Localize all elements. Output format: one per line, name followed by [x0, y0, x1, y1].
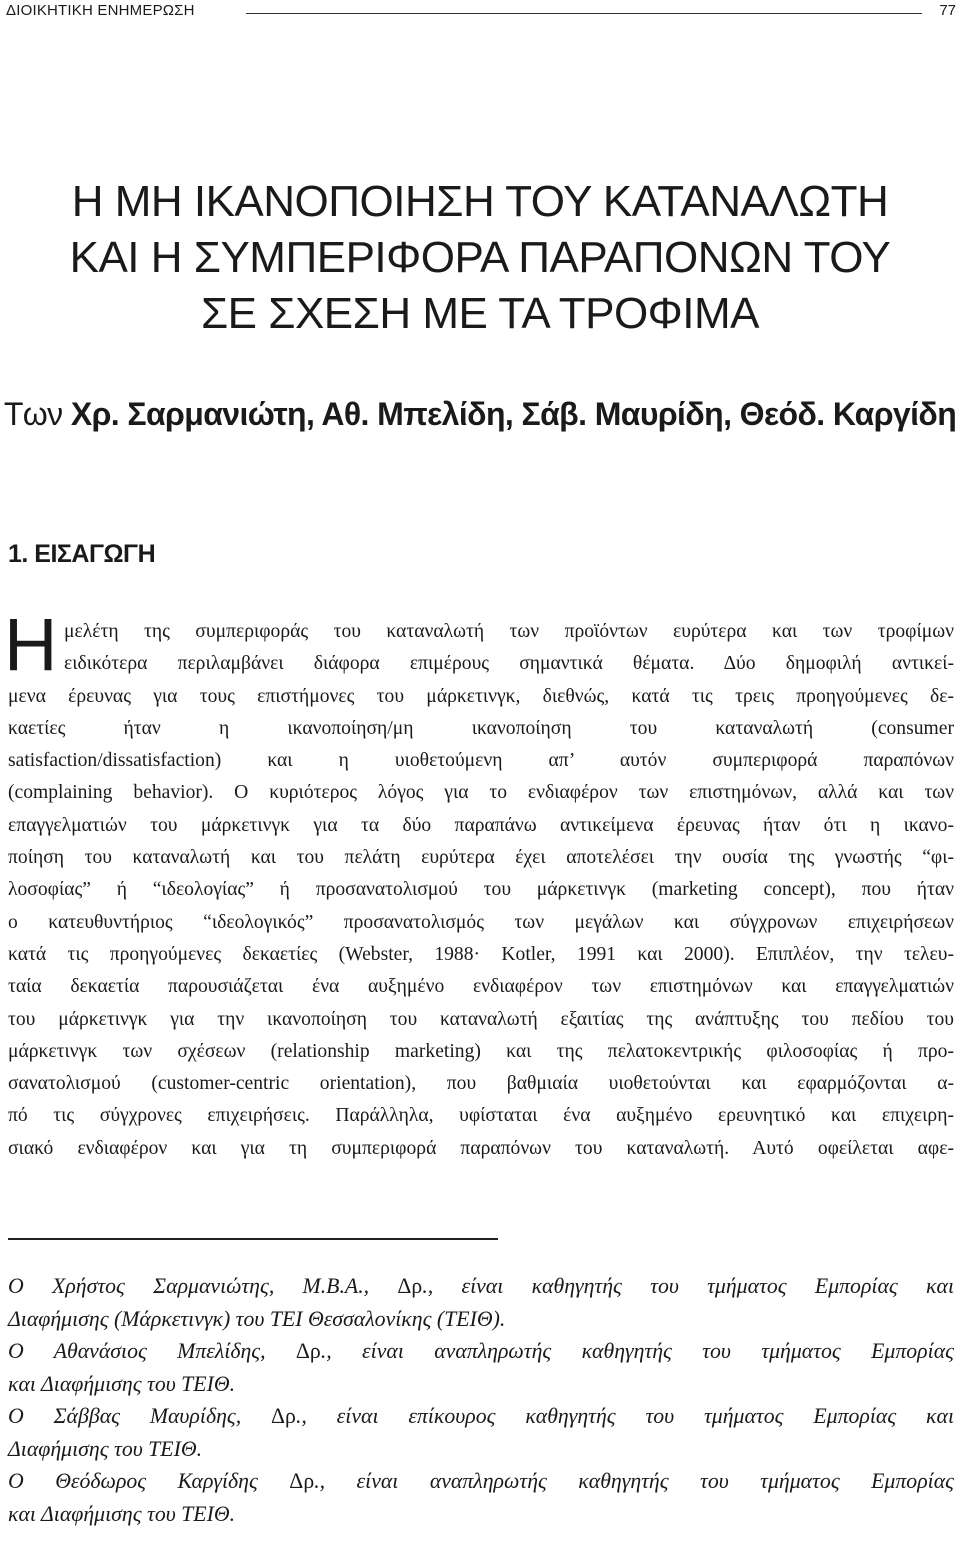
article-title: [0, 174, 960, 342]
footnote-line: Ο Σάββας Μαυρίδης, Δρ., είναι επίκουρος καθηγητής του τμήματος Εμπορίας και: [8, 1404, 954, 1428]
title-line: ΚΑΙ Η ΣΥΜΠΕΡΙΦΟΡΑ ΠΑΡΑΠΟΝΩΝ ΤΟΥ: [69, 233, 891, 282]
body-text: [8, 616, 954, 1165]
footnote-line: Ο Χρήστος Σαρμανιώτης, Μ.Β.Α., Δρ., είναι καθηγητής του τμήματος Εμπορίας και: [8, 1274, 954, 1298]
footnote-line: Ο Θεόδωρος Καργίδης Δρ., είναι αναπληρωτής καθηγητής του τμήματος Εμπορίας: [8, 1469, 954, 1493]
footnote-line: και Διαφήμισης του ΤΕΙΘ.: [8, 1371, 236, 1396]
section-heading: 1. ΕΙΣΑΓΩΓΗ: [8, 540, 156, 568]
body-line: καετίες ήταν η ικανοποίηση/μη ικανοποίηση του καταναλωτή (consumer: [8, 717, 954, 739]
body-line: ποίηση του καταναλωτή και του πελάτη ευρύτερα έχει αποτελέσει την ουσία της γνωστής “φι-: [8, 847, 954, 869]
body-line: satisfaction/dissatisfaction) και η υιοθετούμενη απ’ αυτόν συμπεριφορά παραπόνων: [8, 750, 954, 772]
footnote-rule: [8, 1238, 498, 1240]
drop-cap: Η: [4, 603, 58, 686]
journal-name: ΔΙΟΙΚΗΤΙΚΗ ΕΝΗΜΕΡΩΣΗ: [6, 2, 195, 19]
body-line: μελέτη της συμπεριφοράς του καταναλωτή των προϊόντων ευρύτερα και των τροφίμων: [64, 621, 954, 642]
page-number: 77: [939, 2, 956, 19]
footnote-line: Ο Αθανάσιος Μπελίδης, Δρ., είναι αναπληρωτής καθηγητής του τμήματος Εμπορίας: [8, 1339, 954, 1363]
footnote-line: Διαφήμισης του ΤΕΙΘ.: [8, 1436, 203, 1461]
body-line: ειδικότερα περιλαμβάνει διάφορα επιμέρους σημαντικά θέματα. Δύο δημοφιλή αντικεί-: [64, 653, 954, 675]
author-footnotes: [8, 1270, 954, 1530]
body-line: κατά τις προηγούμενες δεκαετίες (Webster, 1988· Kotler, 1991 και 2000). Επιπλέον, την τελευ-: [8, 943, 954, 965]
body-line: του μάρκετινγκ για την ικανοποίηση του καταναλωτή εξαιτίας της ανάπτυξης του πεδίου του: [8, 1008, 954, 1030]
footnote-line: και Διαφήμισης του ΤΕΙΘ.: [8, 1501, 236, 1526]
body-line: σιακό ενδιαφέρον και για τη συμπεριφορά παραπόνων του καταναλωτή. Αυτό οφείλεται αφε-: [8, 1137, 954, 1159]
running-head: [6, 0, 960, 26]
byline: [0, 394, 960, 434]
body-line: σανατολισμού (customer-centric orientation), που βαθμιαία υιοθετούνται και εφαρμόζονται α-: [8, 1073, 954, 1095]
author-names: Χρ. Σαρμανιώτη, Αθ. Μπελίδη, Σάβ. Μαυρίδη, Θεόδ. Καργίδη: [70, 396, 957, 432]
body-line: ο κατευθυντήριος “ιδεολογικός” προσανατολισμός των μεγάλων και σύγχρονων επιχειρήσεων: [8, 911, 954, 933]
header-rule: [246, 13, 922, 14]
body-line: (complaining behavior). Ο κυριότερος λόγος για το ενδιαφέρον των επιστημόνων, αλλά και των: [8, 782, 954, 804]
body-line: λοσοφίας” ή “ιδεολογίας” ή προσανατολισμού του μάρκετινγκ (marketing concept), που ήταν: [8, 879, 954, 901]
body-line: επαγγελματιών του μάρκετινγκ για τα δύο παραπάνω αντικείμενα έρευνας ήταν ότι η ικανο-: [8, 814, 954, 836]
title-line: Η ΜΗ ΙΚΑΝΟΠΟΙΗΣΗ ΤΟΥ ΚΑΤΑΝΑΛΩΤΗ: [71, 177, 889, 226]
body-line: μενα έρευνας για τους επιστήμονες του μάρκετινγκ, διεθνώς, κατά τις τρεις προηγούμενες δε-: [8, 685, 954, 707]
body-line: ταία δεκαετία παρουσιάζεται ένα αυξημένο ενδιαφέρον των επιστημόνων και επαγγελματιών: [8, 976, 954, 998]
body-line: πό τις σύγχρονες επιχειρήσεις. Παράλληλα, υφίσταται ένα αυξημένο ερευνητικό και επιχειρη-: [8, 1105, 954, 1127]
body-line: μάρκετινγκ των σχέσεων (relationship marketing) και της πελατοκεντρικής φιλοσοφίας ή προ-: [8, 1040, 954, 1062]
footnote-line: Διαφήμισης (Μάρκετινγκ) του ΤΕΙ Θεσσαλονίκης (ΤΕΙΘ).: [8, 1306, 506, 1331]
byline-prefix: Των: [3, 396, 63, 432]
title-line: ΣΕ ΣΧΕΣΗ ΜΕ ΤΑ ΤΡΟΦΙΜΑ: [200, 289, 760, 338]
